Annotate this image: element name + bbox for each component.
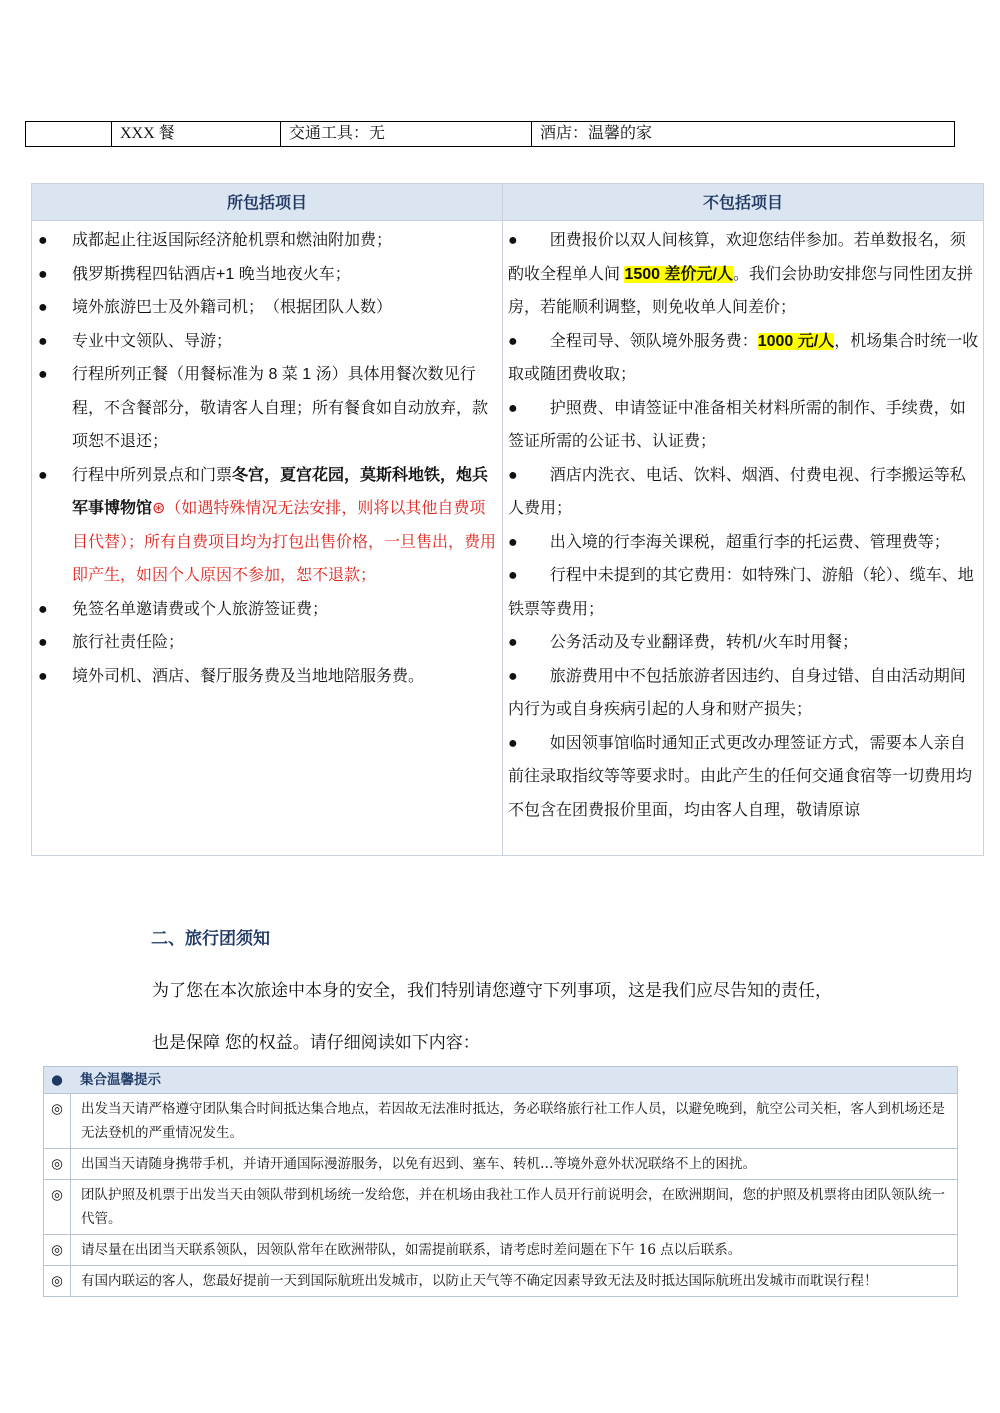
itinerary-row: [25, 121, 955, 147]
excluded-item: ● 酒店内洗衣、电话、饮料、烟酒、付费电视、行李搬运等私人费用；: [508, 466, 966, 517]
included-header: 所包括项目: [32, 184, 502, 221]
notice-text: 请尽量在出团当天联系领队，因领队常年在欧洲带队，如需提前联系，请考虑时差问题在下午 16 点以后联系。: [70, 1235, 957, 1265]
column-divider: [502, 184, 503, 855]
included-item: ● 境外旅游巴士及外籍司机； （根据团队人数）: [32, 291, 496, 325]
included-item: ● 成都起止往返国际经济舱机票和燃油附加费；: [32, 224, 496, 258]
bullet-icon: ●: [508, 466, 518, 484]
notice-header-row: [44, 1067, 957, 1093]
excluded-item: ● 护照费、申请签证中准备相关材料所需的制作、手续费，如签证所需的公证书、认证费；: [508, 399, 966, 450]
included-list: [32, 224, 496, 693]
excluded-item: ● 出入境的行李海关课税，超重行李的托运费、管理费等；: [508, 533, 950, 551]
excluded-item: ● 如因领事馆临时通知正式更改办理签证方式，需要本人亲自前往录取指纹等等要求时。由此产生的任何交通食宿等一切费用均不包含在团费报价里面，均由客人自理，敬请原谅: [508, 734, 973, 819]
circle-mark-icon: ◎: [51, 1187, 63, 1203]
bullet-icon: ●: [508, 634, 518, 651]
bullet-icon: ●: [51, 1072, 63, 1088]
attraction-list: 冬宫，夏宫花园，莫斯科地铁，炮兵军事博物馆: [72, 466, 489, 517]
excluded-item: ● 行程中未提到的其它费用：如特殊门、游船（轮）、缆车、地铁票等费用；: [508, 567, 974, 618]
excluded-item: ● 团费报价以双人间核算，欢迎您结伴参加。若单数报名，须酌收全程单人间 1500 差价元/人。我们会协助安排您与同性团友拼房，若能顺利调整，则免收单人间差价；: [508, 232, 973, 316]
circle-mark-icon: ◎: [51, 1273, 63, 1289]
bullet-icon: ●: [38, 466, 48, 484]
included-item: ● 境外司机、酒店、餐厅服务费及当地地陪服务费。: [32, 660, 496, 694]
bullet-icon: ●: [38, 299, 48, 316]
excluded-item: ● 全程司导、领队境外服务费：1000 元/人，机场集合时统一收取或随团费收取；: [508, 332, 979, 383]
notice-row: [44, 1093, 957, 1148]
notice-text: 有国内联运的客人，您最好提前一天到国际航班出发城市，以防止天气等不确定因素导致无法及时抵达国际航班出发城市而耽误行程！: [70, 1266, 957, 1296]
day-cell: [26, 122, 111, 146]
bullet-icon: ●: [38, 634, 48, 651]
bullet-icon: ●: [38, 667, 48, 685]
bullet-icon: ●: [508, 533, 518, 551]
notice-text: 团队护照及机票于出发当天由领队带到机场统一发给您，并在机场由我社工作人员开行前说明会，在欧洲期间，您的护照及机票将由团队领队统一代管。: [70, 1180, 957, 1234]
bullet-icon: ●: [38, 265, 48, 283]
meal-cell: XXX 餐: [111, 122, 280, 146]
excluded-header: 不包括项目: [503, 184, 983, 221]
hotel-cell: 酒店：温馨的家: [531, 122, 954, 146]
circle-mark-icon: ◎: [51, 1242, 63, 1258]
included-item: ● 俄罗斯携程四钻酒店+1 晚当地夜火车；: [32, 258, 496, 292]
notice-row: [44, 1179, 957, 1234]
included-item: ● 免签名单邀请费或个人旅游签证费；: [32, 593, 496, 627]
circle-mark-icon: ◎: [51, 1101, 63, 1117]
included-item: ● 专业中文领队、导游；: [32, 325, 496, 359]
bullet-icon: ●: [508, 399, 518, 417]
notice-row: [44, 1234, 957, 1265]
notice-row: [44, 1265, 957, 1296]
excluded-list: [508, 224, 980, 827]
included-item: ● 行程所列正餐（用餐标准为 8 菜 1 汤）具体用餐次数见行程，不含餐部分，敬请客人自理；所有餐食如自动放弃，款项恕不退还；: [32, 358, 496, 459]
notice-row: [44, 1148, 957, 1179]
bullet-icon: ●: [38, 366, 48, 383]
circle-mark-icon: ◎: [51, 1156, 63, 1172]
included-item: ● 旅行社责任险；: [32, 626, 496, 660]
self-pay-warning: （如遇特殊情况无法安排，则将以其他自费项目代替）；所有自费项目均为打包出售价格，一旦售出，费用即产生，如因个人原因不参加，恕不退款；: [72, 500, 497, 584]
fee-inclusion-table: [31, 183, 984, 856]
intro-line-2: 也是保障 您的权益。请仔细阅读如下内容：: [152, 1033, 480, 1052]
excluded-item: ● 公务活动及专业翻译费，转机/火车时用餐；: [508, 634, 859, 651]
bullet-icon: ●: [508, 232, 518, 249]
included-item: ● 行程中所列景点和门票冬宫，夏宫花园，莫斯科地铁，炮兵军事博物馆⊛（如遇特殊情况无法安排，则将以其他自费项目代替）；所有自费项目均为打包出售价格，一旦售出，费用即产生，如因个人原因不参加，恕不退款；: [32, 459, 496, 593]
bullet-icon: ●: [508, 734, 518, 752]
bullet-icon: ●: [38, 332, 48, 350]
section-title: 二、旅行团须知: [151, 929, 270, 948]
bullet-icon: ●: [508, 667, 518, 685]
intro-line-1: 为了您在本次旅途中本身的安全，我们特别请您遵守下列事项，这是我们应尽告知的责任，: [152, 981, 832, 1000]
notice-text: 出国当天请随身携带手机，并请开通国际漫游服务，以免有迟到、塞车、转机…等境外意外状况联络不上的困扰。: [70, 1149, 957, 1179]
notice-symbol-icon: ⊛: [152, 500, 166, 517]
transport-cell: 交通工具：无: [280, 122, 531, 146]
bullet-icon: ●: [38, 232, 48, 249]
excluded-item: ● 旅游费用中不包括旅游者因违约、自身过错、自由活动期间内行为或自身疾病引起的人身和财产损失；: [508, 667, 966, 718]
single-room-surcharge: 1500 差价元/人: [624, 265, 733, 283]
bullet-icon: ●: [508, 567, 518, 584]
bullet-icon: ●: [38, 600, 48, 618]
service-fee: 1000 元/人: [757, 332, 835, 350]
notice-header: 集合温馨提示: [80, 1072, 161, 1088]
notice-table: [43, 1066, 958, 1297]
bullet-icon: ●: [508, 332, 518, 350]
notice-text: 出发当天请严格遵守团队集合时间抵达集合地点，若因故无法准时抵达，务必联络旅行社工作人员，以避免晚到，航空公司关柜，客人到机场还是无法登机的严重情况发生。: [70, 1094, 957, 1148]
